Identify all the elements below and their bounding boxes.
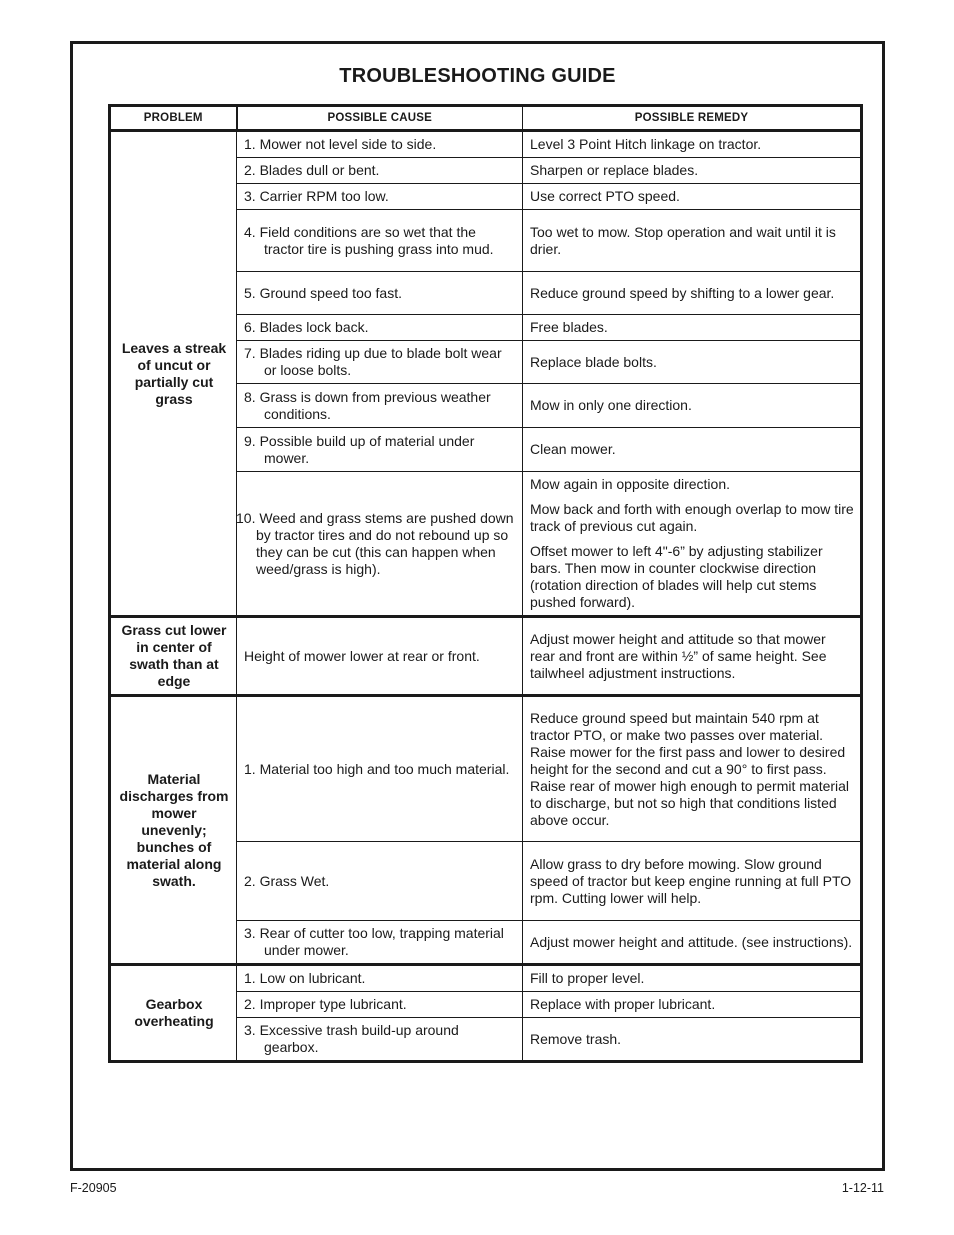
cause-cell: 1. Low on lubricant. xyxy=(237,965,523,992)
remedy-cell: Clean mower. xyxy=(523,428,862,472)
cause-cell: 2. Improper type lubricant. xyxy=(237,992,523,1018)
table-row xyxy=(110,965,862,992)
remedy-cell: Reduce ground speed but maintain 540 rpm at tractor PTO, or make two passes over material. Raise mower for the first pass and lower to desired height for the second and cut a 90° to first pass. Raise rear of mower high enough to permit material to discharge, but not so high that conditions listed above occur. xyxy=(523,696,862,842)
cause-cell: Height of mower lower at rear or front. xyxy=(237,617,523,696)
cause-cell: 10. Weed and grass stems are pushed down by tractor tires and do not rebound up so they can be cut (this can happen when weed/grass is high). xyxy=(237,472,523,617)
footer-part-number: F-20905 xyxy=(70,1181,117,1195)
cause-cell: 5. Ground speed too fast. xyxy=(237,272,523,315)
problem-cell-lower-center: Grass cut lower in center of swath than at edge xyxy=(110,617,237,696)
remedy-cell: Sharpen or replace blades. xyxy=(523,158,862,184)
cause-cell: 7. Blades riding up due to blade bolt wear or loose bolts. xyxy=(237,341,523,384)
remedy-cell: Mow in only one direction. xyxy=(523,384,862,428)
remedy-cell: Adjust mower height and attitude. (see instructions). xyxy=(523,921,862,965)
table-row xyxy=(110,696,862,842)
cause-cell: 3. Rear of cutter too low, trapping material under mower. xyxy=(237,921,523,965)
problem-cell-gearbox-overheating: Gearbox overheating xyxy=(110,965,237,1062)
cause-cell: 3. Excessive trash build-up around gearbox. xyxy=(237,1018,523,1062)
cause-cell: 3. Carrier RPM too low. xyxy=(237,184,523,210)
troubleshooting-table xyxy=(108,104,863,1063)
cause-cell: 1. Material too high and too much material. xyxy=(237,696,523,842)
remedy-cell: Too wet to mow. Stop operation and wait until it is drier. xyxy=(523,210,862,272)
cause-cell: 2. Blades dull or bent. xyxy=(237,158,523,184)
remedy-line: Mow again in opposite direction. xyxy=(530,476,731,492)
cause-cell: 9. Possible build up of material under mower. xyxy=(237,428,523,472)
table-row xyxy=(110,131,862,158)
footer-date: 1-12-11 xyxy=(841,1181,884,1195)
cause-cell: 8. Grass is down from previous weather conditions. xyxy=(237,384,523,428)
cause-cell: 4. Field conditions are so wet that the tractor tire is pushing grass into mud. xyxy=(237,210,523,272)
problem-cell-uncut-streak: Leaves a streak of uncut or partially cut grass xyxy=(110,131,237,617)
cause-cell: 6. Blades lock back. xyxy=(237,315,523,341)
remedy-cell: Remove trash. xyxy=(523,1018,862,1062)
remedy-cell: Replace with proper lubricant. xyxy=(523,992,862,1018)
remedy-cell: Level 3 Point Hitch linkage on tractor. xyxy=(523,131,862,158)
table-row xyxy=(110,617,862,696)
cause-cell: 1. Mower not level side to side. xyxy=(237,131,523,158)
remedy-cell: Allow grass to dry before mowing. Slow ground speed of tractor but keep engine running at full PTO rpm. Cutting lower will help. xyxy=(523,842,862,921)
remedy-cell: Adjust mower height and attitude so that mower rear and front are within ½” of same height. See tailwheel adjustment instructions. xyxy=(523,617,862,696)
remedy-cell: Free blades. xyxy=(523,315,862,341)
remedy-cell: Reduce ground speed by shifting to a lower gear. xyxy=(523,272,862,315)
remedy-cell: Use correct PTO speed. xyxy=(523,184,862,210)
remedy-cell: Fill to proper level. xyxy=(523,965,862,992)
remedy-cell xyxy=(523,472,862,617)
remedy-cell: Replace blade bolts. xyxy=(523,341,862,384)
remedy-line: Mow back and forth with enough overlap to mow tire track of previous cut again. xyxy=(530,501,854,534)
page-frame xyxy=(70,41,885,1171)
table-header-row xyxy=(110,106,862,131)
cause-cell: 2. Grass Wet. xyxy=(237,842,523,921)
problem-cell-uneven-discharge: Material discharges from mower unevenly; bunches of material along swath. xyxy=(110,696,237,965)
header-problem: PROBLEM xyxy=(110,106,237,131)
page-title: TROUBLESHOOTING GUIDE xyxy=(339,65,616,87)
header-possible-cause: POSSIBLE CAUSE xyxy=(237,106,523,131)
remedy-line: Offset mower to left 4"-6” by adjusting stabilizer bars. Then mow in counter clockwise direction (rotation direction of blades will help cut stems pushed forward). xyxy=(530,543,823,610)
header-possible-remedy: POSSIBLE REMEDY xyxy=(523,106,862,131)
